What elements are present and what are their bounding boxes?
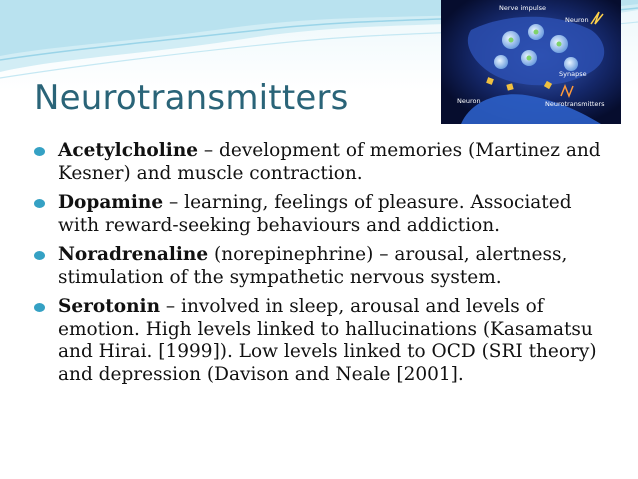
bullet-list	[34, 140, 614, 393]
bullet-term: Acetylcholine	[58, 140, 199, 161]
bullet-dopamine	[34, 192, 614, 237]
image-label-nerve-impulse: Nerve impulse	[499, 4, 547, 12]
image-label-neuron-left: Neuron	[457, 97, 481, 105]
neuron-synapse-image	[441, 0, 621, 124]
bullet-noradrenaline	[34, 244, 614, 289]
image-label-neuron-top: Neuron	[565, 16, 589, 24]
bullet-dot-icon	[34, 199, 45, 208]
image-label-synapse: Synapse	[559, 70, 587, 78]
bullet-term: Noradrenaline	[58, 244, 209, 265]
bullet-acetylcholine	[34, 140, 614, 185]
bullet-dot-icon	[34, 251, 45, 260]
bullet-text: – development of memories (Martinez and Kesner) and muscle contraction.	[58, 140, 601, 184]
bullet-text: – learning, feelings of pleasure. Associated with reward-seeking behaviours and addiction.	[58, 192, 572, 236]
bullet-serotonin	[34, 296, 614, 386]
slide-title: Neurotransmitters	[34, 78, 349, 118]
bullet-dot-icon	[34, 303, 45, 312]
bullet-dot-icon	[34, 147, 45, 156]
image-label-neurotransmitters: Neurotransmitters	[545, 100, 605, 108]
bullet-text: – involved in sleep, arousal and levels of emotion. High levels linked to hallucinations (Kasamatsu and Hirai. [1999]). Low levels linked to OCD (SRI theory) and depression (Davison and Neale [2001].	[58, 296, 597, 385]
bullet-term: Dopamine	[58, 192, 164, 213]
bullet-term: Serotonin	[58, 296, 161, 317]
bullet-text: (norepinephrine) – arousal, alertness, stimulation of the sympathetic nervous system.	[58, 244, 568, 288]
